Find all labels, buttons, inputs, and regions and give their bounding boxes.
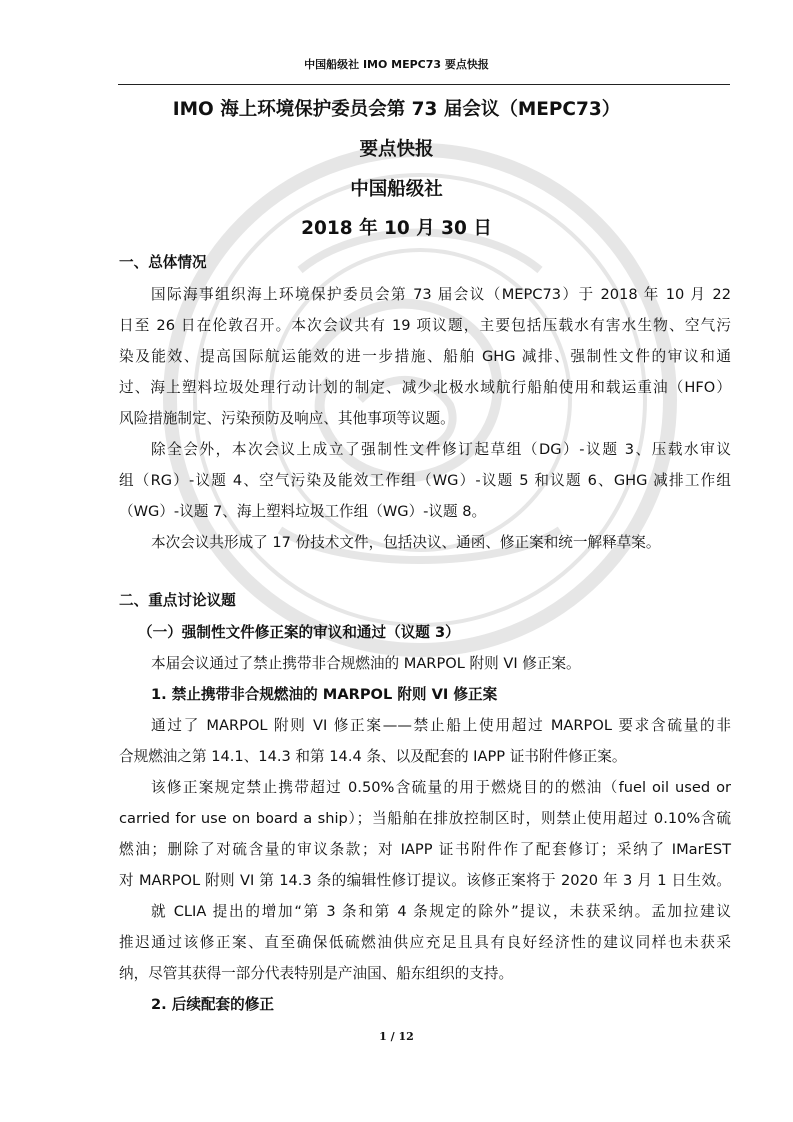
item-heading: 2. 后续配套的修正 <box>151 996 274 1013</box>
page-number: 1 / 12 <box>379 1030 414 1043</box>
paragraph-line: 就 CLIA 提出的增加“第 3 条和第 4 条规定的除外”提议，未获采纳。孟加拉建议 <box>151 903 731 920</box>
item-heading: 1. 禁止携带非合规燃油的 MARPOL 附则 VI 修正案 <box>151 686 498 703</box>
section-heading: 一、总体情况 <box>119 254 207 271</box>
document-subtitle: 要点快报 <box>359 139 434 160</box>
paragraph-line: 染及能效、提高国际航运能效的进一步措施、船舶 GHG 减排、强制性文件的审议和通 <box>119 348 731 365</box>
paragraph-line: 该修正案规定禁止携带超过 0.50%含硫量的用于燃烧目的的燃油（fuel oil used or <box>151 779 731 796</box>
section-heading: 二、重点讨论议题 <box>119 592 236 609</box>
paragraph-line: 合规燃油之第 14.1、14.3 和第 14.4 条、以及配套的 IAPP 证书附件修正案。 <box>119 748 627 765</box>
paragraph-line: 国际海事组织海上环境保护委员会第 73 届会议（MEPC73）于 2018 年 10 月 22 <box>151 286 731 303</box>
header-divider <box>118 84 730 85</box>
paragraph-line: 风险措施制定、污染预防及响应、其他事项等议题。 <box>119 410 455 427</box>
paragraph-line: 日至 26 日在伦敦召开。本次会议共有 19 项议题，主要包括压载水有害水生物、空气污 <box>119 317 731 334</box>
paragraph-line: carried for use on board a ship）；当船舶在排放控制区时，则禁止使用超过 0.10%含硫 <box>119 810 731 827</box>
paragraph-line: 纳，尽管其获得一部分代表特别是产油国、船东组织的支持。 <box>119 965 514 982</box>
paragraph-line: 对 MARPOL 附则 VI 第 14.3 条的编辑性修订提议。该修正案将于 2020 年 3 月 1 日生效。 <box>119 872 731 889</box>
paragraph-line: 本届会议通过了禁止携带非合规燃油的 MARPOL 附则 VI 修正案。 <box>151 655 581 672</box>
issuer-name: 中国船级社 <box>350 179 443 200</box>
document-date: 2018 年 10 月 30 日 <box>301 218 492 239</box>
paragraph-line: 除全会外，本次会议上成立了强制性文件修订起草组（DG）-议题 3、压载水审议 <box>151 441 731 458</box>
paragraph-line: 过、海上塑料垃圾处理行动计划的制定、减少北极水域航行船舶使用和载运重油（HFO） <box>119 379 731 396</box>
paragraph-line: 燃油；删除了对硫含量的审议条款；对 IAPP 证书附件作了配套修订；采纳了 IMarEST <box>119 841 731 858</box>
document-title: IMO 海上环境保护委员会第 73 届会议（MEPC73） <box>172 99 621 120</box>
paragraph-line: 组（RG）-议题 4、空气污染及能效工作组（WG）-议题 5 和议题 6、GHG 减排工作组 <box>119 472 731 489</box>
running-header: 中国船级社 IMO MEPC73 要点快报 <box>304 58 489 71</box>
subsection-heading: （一）强制性文件修正案的审议和通过（议题 3） <box>138 624 460 641</box>
paragraph-line: 推迟通过该修正案、直至确保低硫燃油供应充足且具有良好经济性的建议同样也未获采 <box>119 934 731 951</box>
paragraph-line: （WG）-议题 7、海上塑料垃圾工作组（WG）-议题 8。 <box>119 503 487 520</box>
paragraph-line: 通过了 MARPOL 附则 VI 修正案——禁止船上使用超过 MARPOL 要求含硫量的非 <box>151 717 731 734</box>
paragraph-line: 本次会议共形成了 17 份技术文件，包括决议、通函、修正案和统一解释草案。 <box>151 534 661 551</box>
